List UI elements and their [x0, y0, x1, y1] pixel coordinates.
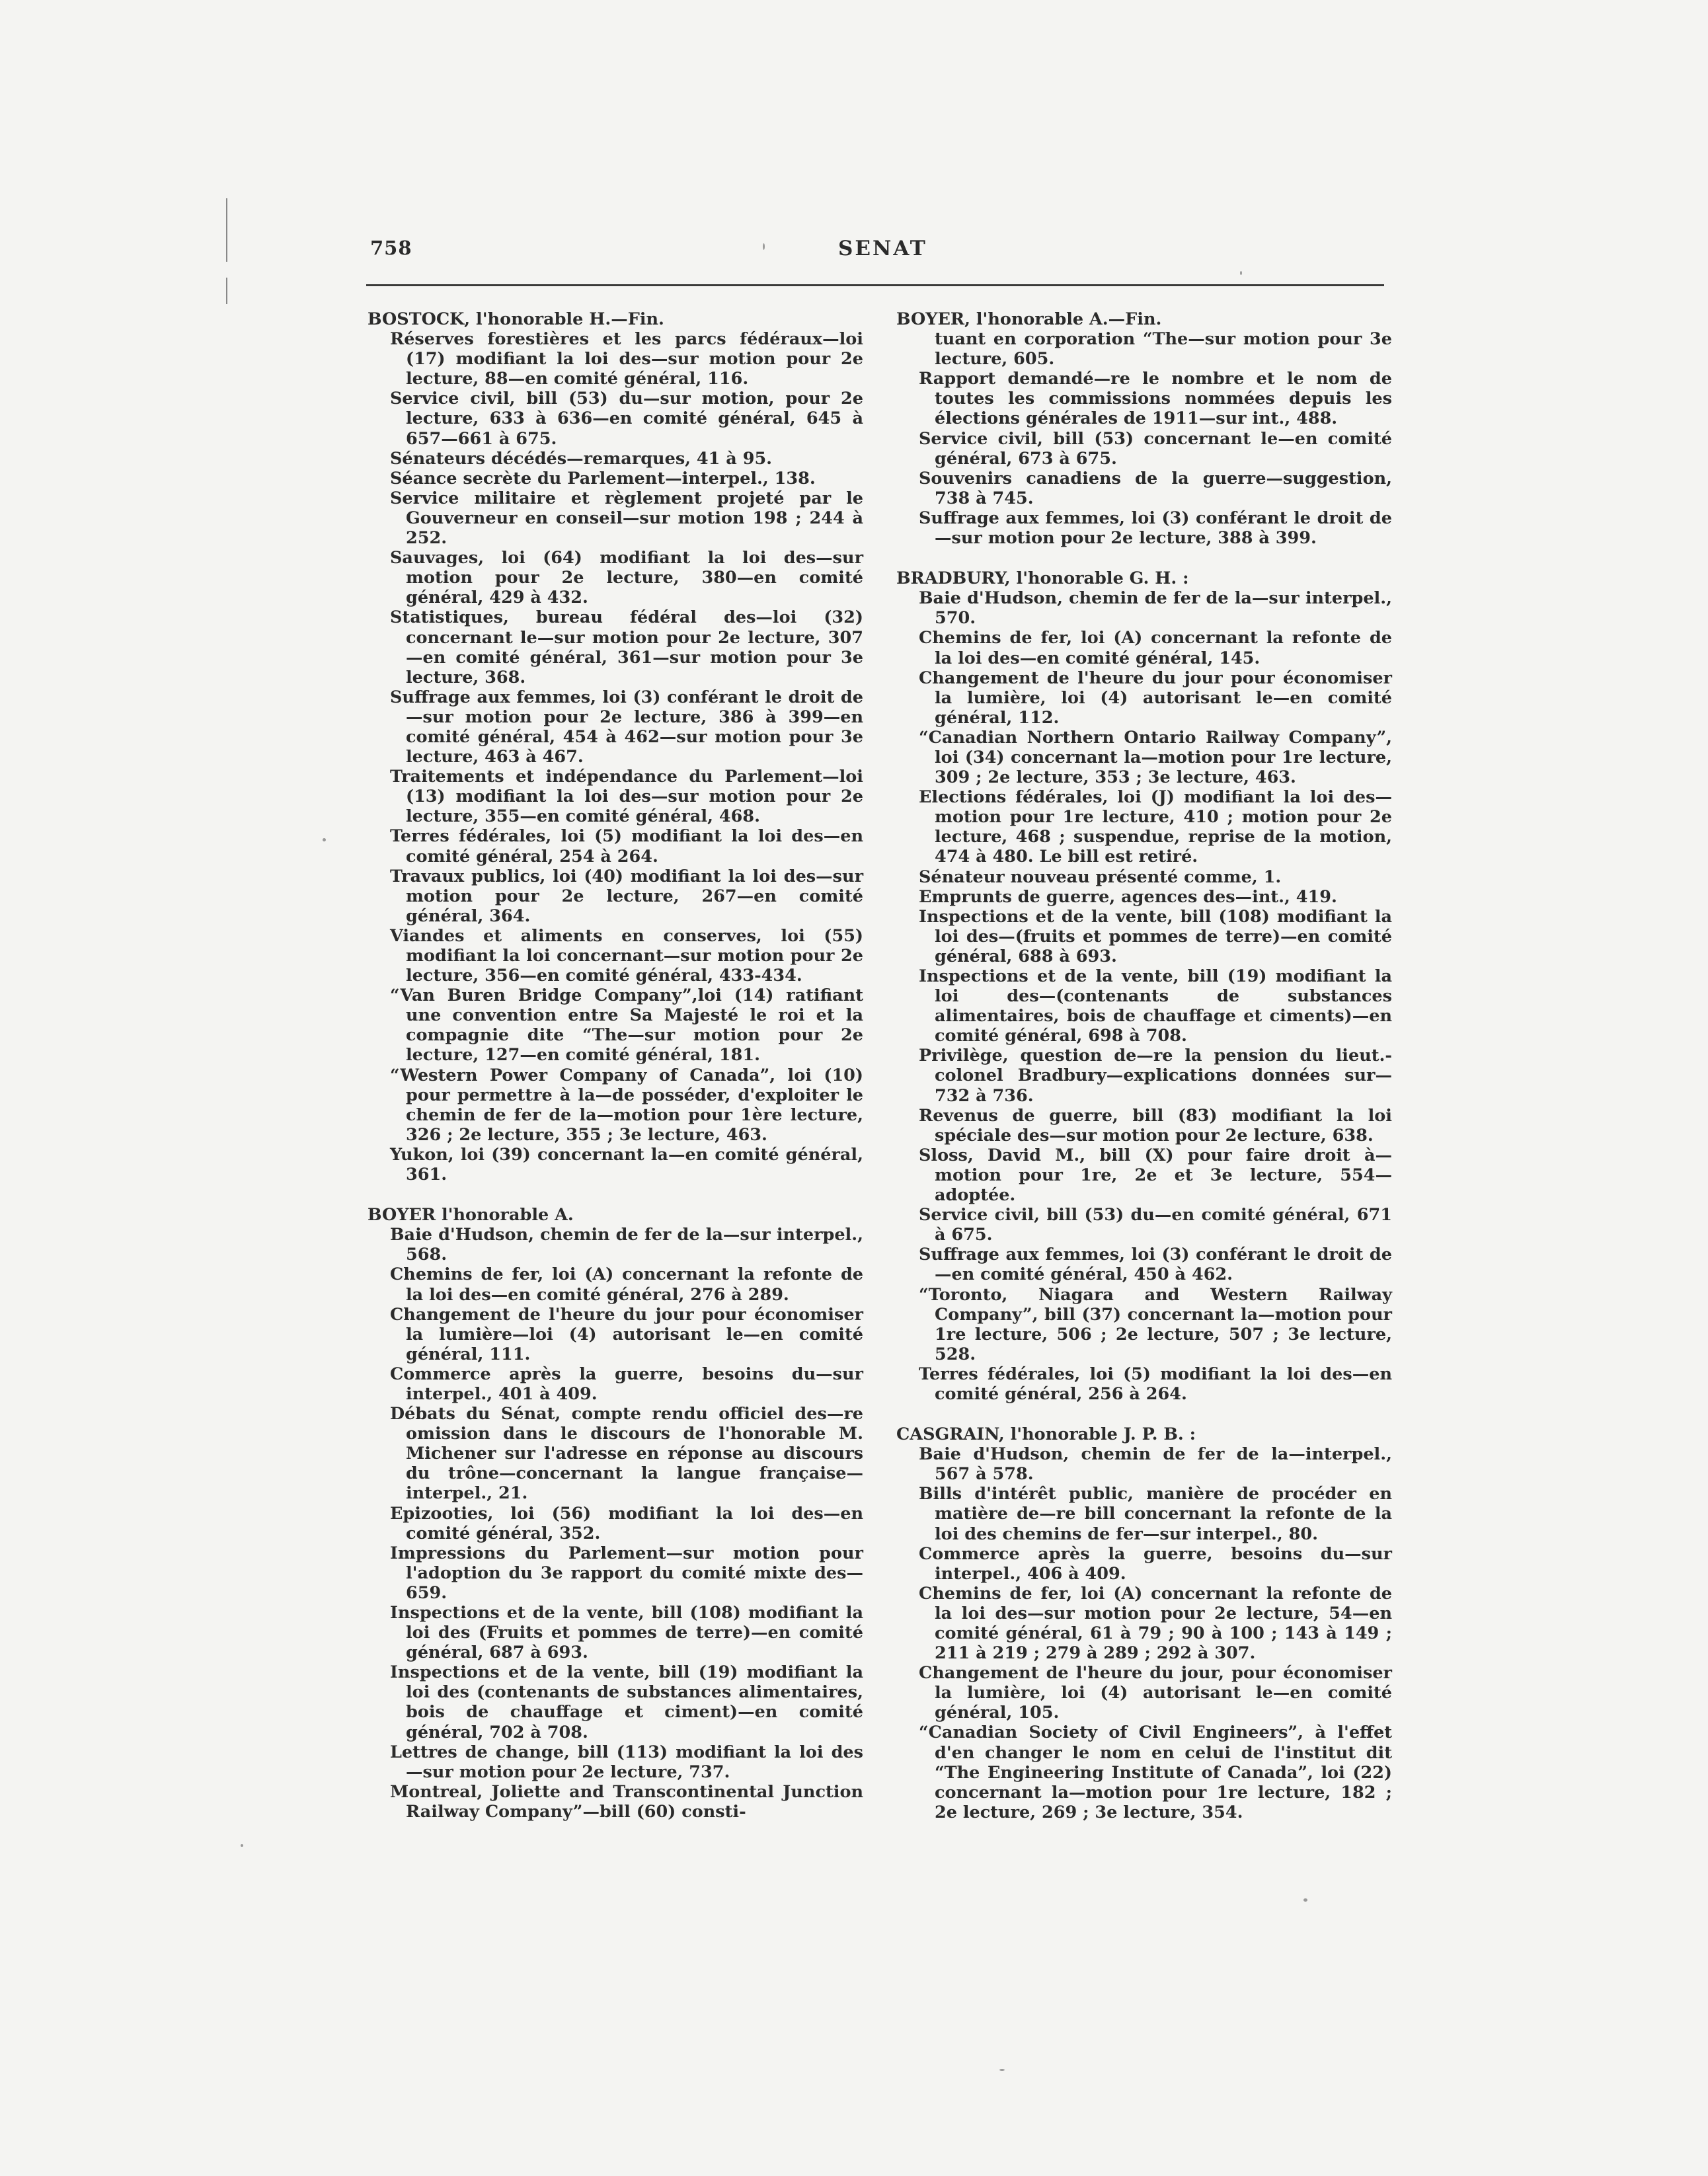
- index-entry: Terres fédérales, loi (5) modifiant la loi des—en comité général, 256 à 264.: [919, 1364, 1392, 1404]
- senator-name-heading: BOYER l'honorable A.: [368, 1205, 574, 1225]
- index-entry: Sénateur nouveau présenté comme, 1.: [919, 867, 1282, 887]
- index-entry: Traitements et indépendance du Parlement—loi (13) modifiant la loi des—sur motion pour 2e lecture, 355—en comité général, 468.: [390, 767, 863, 827]
- dust-speck: [1240, 271, 1242, 275]
- page-number: 758: [370, 237, 412, 259]
- index-entry: Suffrage aux femmes, loi (3) conférant le droit de—en comité général, 450 à 462.: [919, 1245, 1392, 1285]
- index-entry: Baie d'Hudson, chemin de fer de la—sur interpel., 570.: [919, 588, 1392, 629]
- index-entry: Emprunts de guerre, agences des—int., 419.: [919, 886, 1337, 907]
- right-column: [896, 309, 1392, 1822]
- index-entry: Inspections et de la vente, bill (19) modifiant la loi des (contenants de substances alimentaires, bois de chauffage et ciment)—en comité général, 702 à 708.: [390, 1662, 863, 1742]
- dust-speck: [763, 243, 765, 250]
- index-entry: Sauvages, loi (64) modifiant la loi des—sur motion pour 2e lecture, 380—en comité général, 429 à 432.: [390, 548, 863, 608]
- index-entry: Baie d'Hudson, chemin de fer de la—sur interpel., 568.: [390, 1225, 863, 1265]
- index-entry: Epizooties, loi (56) modifiant la loi des—en comité général, 352.: [390, 1503, 863, 1543]
- senator-name-heading: BOYER, l'honorable A.—Fin.: [896, 309, 1162, 329]
- left-column: [368, 309, 863, 1822]
- index-entry: Changement de l'heure du jour pour économiser la lumière, loi (4) autorisant le—en comité général, 112.: [919, 668, 1392, 728]
- index-entry: Revenus de guerre, bill (83) modifiant la loi spéciale des—sur motion pour 2e lecture, 638.: [919, 1105, 1392, 1146]
- index-entry: Service civil, bill (53) du—sur motion, pour 2e lecture, 633 à 636—en comité général, 645 à 657—661 à 675.: [390, 389, 863, 449]
- index-entry: Suffrage aux femmes, loi (3) conférant le droit de—sur motion pour 2e lecture, 386 à 399—en comité général, 454 à 462—sur motion pour 3e lecture, 463 à 467.: [390, 687, 863, 767]
- index-entry: Rapport demandé—re le nombre et le nom de toutes les commissions nommées depuis les élections générales de 1911—sur int., 488.: [919, 369, 1392, 429]
- index-entry: “Canadian Society of Civil Engineers”, à l'effet d'en changer le nom en celui de l'institut dit “The Engineering Institute of Canada”, loi (22) concernant la—motion pour 1re lecture, 182 ; 2e lecture, 269 ; 3e lecture, 354.: [919, 1723, 1392, 1822]
- senator-name-heading: BRADBURY, l'honorable G. H. :: [896, 568, 1189, 589]
- header-rule: [366, 284, 1384, 286]
- index-entry: “Western Power Company of Canada”, loi (10) pour permettre à la—de posséder, d'exploiter le chemin de fer de la—motion pour 1ère lecture, 326 ; 2e lecture, 355 ; 3e lecture, 463.: [390, 1065, 863, 1145]
- index-entry: Statistiques, bureau fédéral des—loi (32) concernant le—sur motion pour 2e lecture, 307—en comité général, 361—sur motion pour 3e lecture, 368.: [390, 607, 863, 687]
- index-entry: Terres fédérales, loi (5) modifiant la loi des—en comité général, 254 à 264.: [390, 826, 863, 867]
- index-entry: Elections fédérales, loi (J) modifiant la loi des—motion pour 1re lecture, 410 ; motion pour 2e lecture, 468 ; suspendue, reprise de la motion, 474 à 480. Le bill est retiré.: [919, 787, 1392, 867]
- index-entry: “Canadian Northern Ontario Railway Company”, loi (34) concernant la—motion pour 1re lecture, 309 ; 2e lecture, 353 ; 3e lecture, 463.: [919, 727, 1392, 788]
- index-entry: Commerce après la guerre, besoins du—sur interpel., 401 à 409.: [390, 1364, 863, 1404]
- index-entry: Inspections et de la vente, bill (108) modifiant la loi des—(fruits et pommes de terre)—en comité général, 688 à 693.: [919, 906, 1392, 966]
- index-entry: Débats du Sénat, compte rendu officiel des—re omission dans le discours de l'honorable M. Michener sur l'adresse en réponse au discours du trône—concernant la langue française—interpel., 21.: [390, 1404, 863, 1504]
- index-entry: Réserves forestières et les parcs fédéraux—loi (17) modifiant la loi des—sur motion pour 2e lecture, 88—en comité général, 116.: [390, 329, 863, 389]
- scan-edge-mark: [226, 278, 227, 304]
- index-entry: “Van Buren Bridge Company”,loi (14) ratifiant une convention entre Sa Majesté le roi et la compagnie dite “The—sur motion pour 2e lecture, 127—en comité général, 181.: [390, 986, 863, 1066]
- senator-name-heading: BOSTOCK, l'honorable H.—Fin.: [368, 309, 664, 329]
- index-entry-continuation: tuant en corporation “The—sur motion pour 3e lecture, 605.: [935, 329, 1392, 369]
- running-head: SENAT: [838, 237, 927, 260]
- dust-speck: [323, 838, 326, 841]
- index-entry: Chemins de fer, loi (A) concernant la refonte de la loi des—sur motion pour 2e lecture, 54—en comité général, 61 à 79 ; 90 à 100 ; 143 à 149 ; 211 à 219 ; 279 à 289 ; 292 à 307.: [919, 1583, 1392, 1664]
- index-entry: Lettres de change, bill (113) modifiant la loi des—sur motion pour 2e lecture, 737.: [390, 1742, 863, 1782]
- index-entry: Sloss, David M., bill (X) pour faire droit à—motion pour 1re, 2e et 3e lecture, 554—adoptée.: [919, 1145, 1392, 1206]
- index-entry: Commerce après la guerre, besoins du—sur interpel., 406 à 409.: [919, 1543, 1392, 1584]
- index-entry: Souvenirs canadiens de la guerre—suggestion, 738 à 745.: [919, 468, 1392, 508]
- index-entry: Impressions du Parlement—sur motion pour l'adoption du 3e rapport du comité mixte des—659.: [390, 1543, 863, 1603]
- scan-edge-mark: [226, 198, 227, 262]
- index-entry: Service militaire et règlement projeté par le Gouverneur en conseil—sur motion 198 ; 244 à 252.: [390, 488, 863, 549]
- index-entry: Service civil, bill (53) du—en comité général, 671 à 675.: [919, 1205, 1392, 1245]
- index-entry: Chemins de fer, loi (A) concernant la refonte de la loi des—en comité général, 276 à 289.: [390, 1264, 863, 1305]
- index-entry: Suffrage aux femmes, loi (3) conférant le droit de—sur motion pour 2e lecture, 388 à 399.: [919, 508, 1392, 549]
- index-entry: Montreal, Joliette and Transcontinental Junction Railway Company”—bill (60) consti-: [390, 1781, 863, 1822]
- index-entry: Bills d'intérêt public, manière de procéder en matière de—re bill concernant la refonte de la loi des chemins de fer—sur interpel., 80.: [919, 1484, 1392, 1544]
- index-entry: Service civil, bill (53) concernant le—en comité général, 673 à 675.: [919, 428, 1392, 469]
- index-entry: Séance secrète du Parlement—interpel., 138.: [390, 468, 816, 488]
- index-entry: Travaux publics, loi (40) modifiant la loi des—sur motion pour 2e lecture, 267—en comité général, 364.: [390, 866, 863, 926]
- index-entry: Yukon, loi (39) concernant la—en comité général, 361.: [390, 1144, 863, 1185]
- index-entry: Sénateurs décédés—remarques, 41 à 95.: [390, 448, 773, 469]
- dust-speck: [241, 1844, 243, 1847]
- index-entry: Changement de l'heure du jour pour économiser la lumière—loi (4) autorisant le—en comité général, 111.: [390, 1304, 863, 1364]
- senator-name-heading: CASGRAIN, l'honorable J. P. B. :: [896, 1424, 1196, 1445]
- index-entry: Changement de l'heure du jour, pour économiser la lumière, loi (4) autorisant le—en comité général, 105.: [919, 1663, 1392, 1723]
- index-entry: Inspections et de la vente, bill (108) modifiant la loi des (Fruits et pommes de terre)—en comité général, 687 à 693.: [390, 1603, 863, 1663]
- index-entry: Baie d'Hudson, chemin de fer de la—interpel., 567 à 578.: [919, 1444, 1392, 1485]
- page-header: [370, 233, 1385, 272]
- dust-speck: [999, 2069, 1005, 2071]
- index-entry: Privilège, question de—re la pension du lieut.-colonel Bradbury—explications données sur—732 à 736.: [919, 1046, 1392, 1106]
- index-entry: “Toronto, Niagara and Western Railway Company”, bill (37) concernant la—motion pour 1re lecture, 506 ; 2e lecture, 507 ; 3e lecture, 528.: [919, 1284, 1392, 1364]
- index-entry: Viandes et aliments en conserves, loi (55) modifiant la loi concernant—sur motion pour 2e lecture, 356—en comité général, 433-434.: [390, 925, 863, 986]
- dust-speck: [1303, 1898, 1307, 1902]
- index-entry: Chemins de fer, loi (A) concernant la refonte de la loi des—en comité général, 145.: [919, 628, 1392, 668]
- index-entry: Inspections et de la vente, bill (19) modifiant la loi des—(contenants de substances alimentaires, bois de chauffage et ciments)—en comité général, 698 à 708.: [919, 966, 1392, 1046]
